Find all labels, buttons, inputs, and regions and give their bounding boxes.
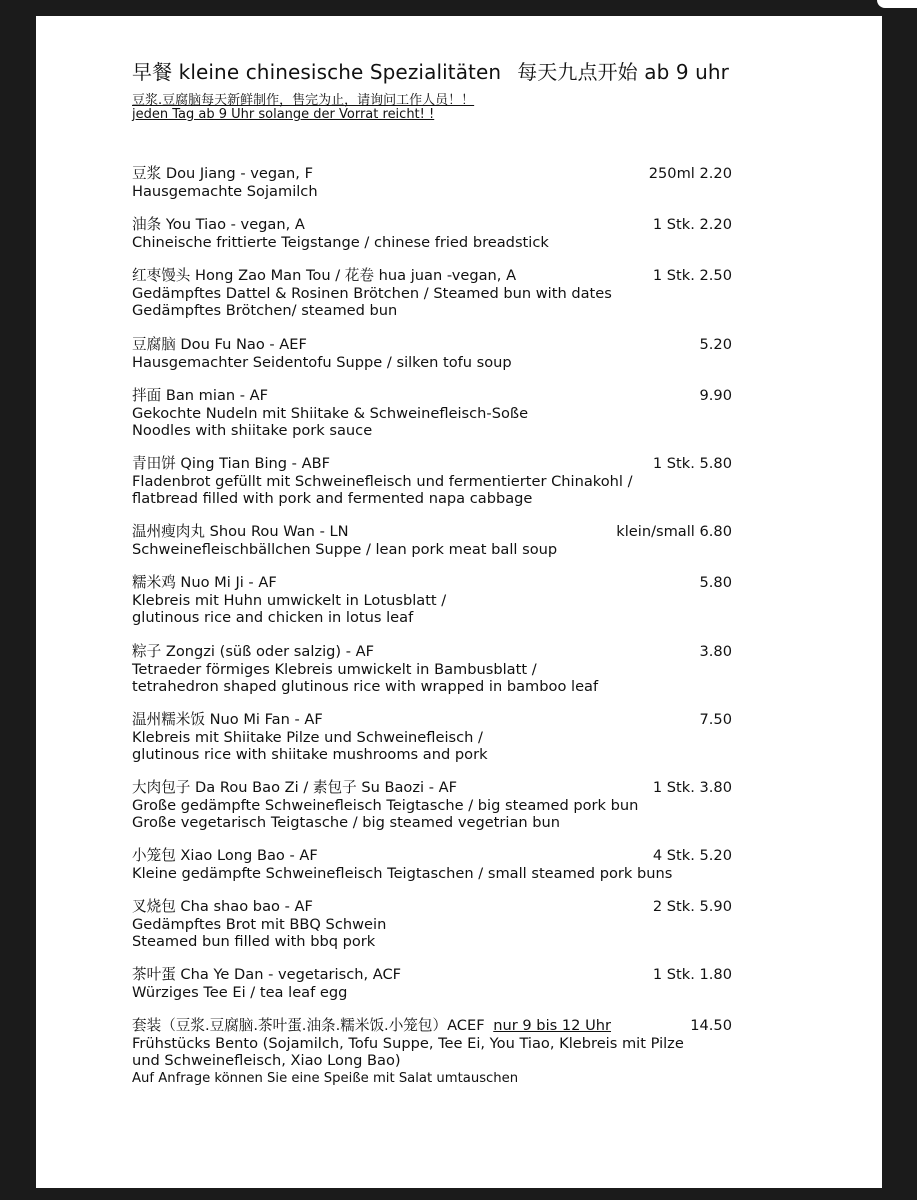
bento-description: Frühstücks Bento (Sojamilch, Tofu Suppe, Tee Ei, You Tiao, Klebreis mit Pilze [132,1034,684,1052]
bento-note: Auf Anfrage können Sie eine Speiße mit Salat umtauschen [132,1070,519,1086]
menu-item-price: 1 Stk. 2.20 [652,216,732,233]
menu-item [132,455,732,508]
menu-item-description: tetrahedron shaped glutinous rice with wrapped in bamboo leaf [132,678,599,695]
menu-item [132,847,732,882]
menu-item-description: Kleine gedämpfte Schweinefleisch Teigtaschen / small steamed pork buns [132,864,673,882]
menu-item-name: 温州糯米饭 Nuo Mi Fan - AF [132,711,323,728]
menu-item-price: 7.50 [699,711,732,728]
menu-item-name: 小笼包 Xiao Long Bao - AF [132,847,318,864]
menu-item-price: klein/small 6.80 [616,523,732,540]
menu-item-name: 温州瘦肉丸 Shou Rou Wan - LN [132,523,349,540]
menu-item-name: 拌面 Ban mian - AF [132,387,269,404]
menu-item-price: 2 Stk. 5.90 [652,898,732,915]
menu-item [132,574,732,627]
menu-item-description: Tetraeder förmiges Klebreis umwickelt in Bambusblatt / [132,660,537,678]
bento-description-cont: und Schweinefleisch, Xiao Long Bao) [132,1052,401,1069]
menu-item [132,336,732,371]
menu-item-description: Große gedämpfte Schweinefleisch Teigtasche / big steamed pork bun [132,796,639,814]
menu-item-name: 油条 You Tiao - vegan, A [132,216,305,233]
menu-item-description: Hausgemachte Sojamilch [132,182,318,200]
menu-item-description: Klebreis mit Huhn umwickelt in Lotusblatt / [132,591,447,609]
menu-title [132,56,852,85]
menu-item-price: 3.80 [699,643,732,660]
menu-item-description: glutinous rice with shiitake mushrooms and pork [132,746,488,763]
availability-notice [132,94,474,122]
menu-item-name: 糯米鸡 Nuo Mi Ji - AF [132,574,277,591]
menu-item-description: Gekochte Nudeln mit Shiitake & Schweinefleisch-Soße [132,404,529,422]
notice-german: jeden Tag ab 9 Uhr solange der Vorrat reicht! ! [132,107,435,122]
menu-item [132,267,732,320]
menu-item-price: 9.90 [699,387,732,404]
menu-item-price: 250ml 2.20 [648,165,732,182]
menu-item [132,966,732,1001]
menu-item-name: 叉烧包 Cha shao bao - AF [132,898,313,915]
page-corner [877,0,917,8]
menu-item-price: 1 Stk. 5.80 [652,455,732,472]
menu-item [132,779,732,832]
menu-item-description: Fladenbrot gefüllt mit Schweinefleisch und fermentierter Chinakohl / [132,472,633,490]
menu-item-name: 豆浆 Dou Jiang - vegan, F [132,165,313,182]
menu-item-name: 茶叶蛋 Cha Ye Dan - vegetarisch, ACF [132,966,402,983]
menu-item-description: Schweinefleischbällchen Suppe / lean pork meat ball soup [132,540,558,558]
menu-item-description: flatbread filled with pork and fermented napa cabbage [132,490,533,507]
menu-item [132,523,732,558]
bento-time-note: nur 9 bis 12 Uhr [493,1017,612,1034]
menu-item-price: 5.20 [699,336,732,353]
bento-price: 14.50 [690,1017,732,1034]
menu-item-description: Hausgemachter Seidentofu Suppe / silken tofu soup [132,353,512,371]
menu-item [132,165,732,200]
bento-item [132,1017,732,1087]
menu-item-price: 1 Stk. 3.80 [652,779,732,796]
menu-item-description: Würziges Tee Ei / tea leaf egg [132,983,348,1001]
menu-item [132,898,732,951]
menu-page [36,16,882,1188]
menu-title-left: 早餐 kleine chinesische Spezialitäten [132,60,502,84]
menu-item-name: 粽子 Zongzi (süß oder salzig) - AF [132,643,375,660]
notice-chinese: 豆浆.豆腐脑每天新鲜制作，售完为止，请询问工作人员！！ [132,93,475,108]
menu-item [132,711,732,764]
menu-item-price: 1 Stk. 1.80 [652,966,732,983]
menu-item [132,643,732,696]
menu-item-name: 豆腐脑 Dou Fu Nao - AEF [132,336,307,353]
menu-item-description: Gedämpftes Brötchen/ steamed bun [132,302,398,319]
menu-item-name: 青田饼 Qing Tian Bing - ABF [132,455,330,472]
menu-item-description: Gedämpftes Dattel & Rosinen Brötchen / Steamed bun with dates [132,284,612,302]
menu-item-price: 1 Stk. 2.50 [652,267,732,284]
menu-item [132,216,732,251]
menu-item-description: glutinous rice and chicken in lotus leaf [132,609,414,626]
menu-item-name: 红枣馒头 Hong Zao Man Tou / 花卷 hua juan -vegan, A [132,267,517,284]
menu-item-price: 5.80 [699,574,732,591]
menu-item-name: 大肉包子 Da Rou Bao Zi / 素包子 Su Baozi - AF [132,779,457,796]
bento-name: 套装（豆浆.豆腐脑.茶叶蛋.油条.糯米饭.小笼包）ACEF [132,1017,485,1034]
menu-item-description: Gedämpftes Brot mit BBQ Schwein [132,915,387,933]
menu-item-price: 4 Stk. 5.20 [652,847,732,864]
menu-item-description: Große vegetarisch Teigtasche / big steamed vegetrian bun [132,814,561,831]
menu-title-right: 每天九点开始 ab 9 uhr [517,60,730,84]
menu-item-description: Chineische frittierte Teigstange / chinese fried breadstick [132,233,549,251]
menu-item [132,387,732,440]
menu-item-description: Noodles with shiitake pork sauce [132,422,373,439]
menu-item-description: Steamed bun filled with bbq pork [132,933,376,950]
menu-item-description: Klebreis mit Shiitake Pilze und Schweinefleisch / [132,728,483,746]
